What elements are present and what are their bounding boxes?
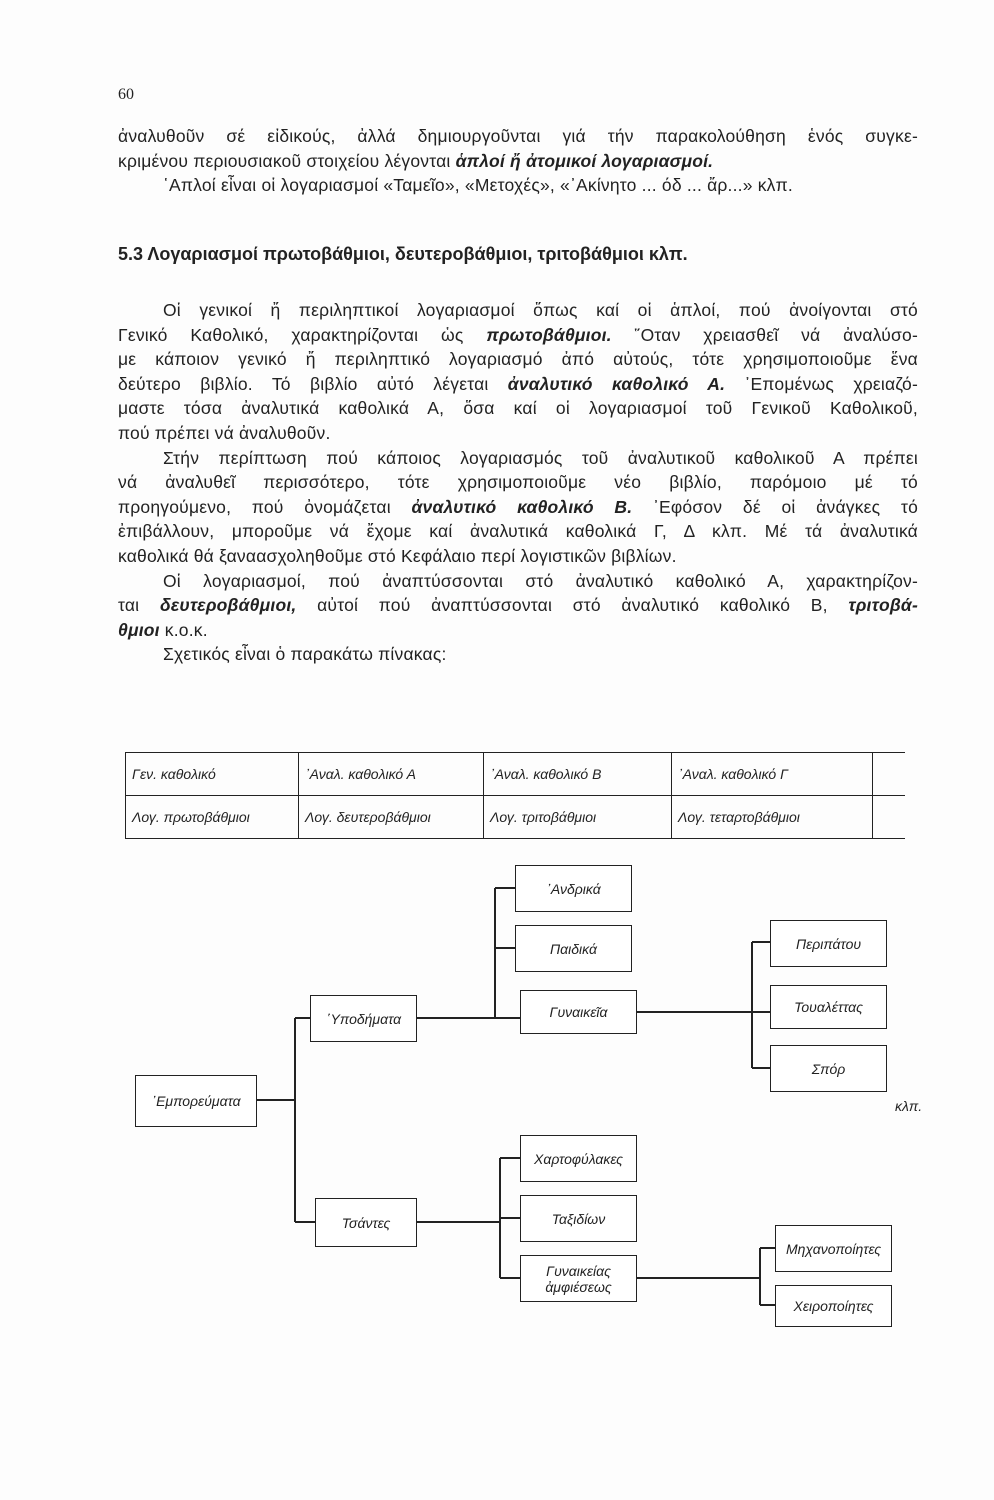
text-line: πού πρέπει νά ἀναλυθοῦν.: [118, 422, 331, 443]
emphasis: θμιοι: [118, 619, 160, 640]
table-cell: Λογ. τεταρτοβάθμιοι: [672, 796, 873, 839]
text: δεύτερο βιβλίο. Τό βιβλίο αὐτό λέγεται: [118, 373, 508, 394]
text: Γενικό Καθολικό, χαρακτηρίζονται ὡς: [118, 324, 487, 345]
text-line: ῾Απλοί εἶναι οἱ λογαριασμοί «Ταμεῖο», «Μετοχές», «᾿Ακίνητο ... όδ ... ἄρ...» κλπ.: [163, 175, 793, 196]
etc-label: κλπ.: [895, 1098, 923, 1114]
tree-node-walking: Περιπάτου: [770, 920, 887, 967]
tree-node-shoes: ῾Υποδήματα: [310, 995, 417, 1042]
tree-node-evening: Τουαλέττας: [770, 985, 887, 1029]
table-cell: Λογ. τριτοβάθμιοι: [484, 796, 672, 839]
text-line: Στήν περίπτωση πού κάποιος λογαριασμός τοῦ ἀναλυτικοῦ καθολικοῦ Α πρέπει: [163, 447, 918, 468]
tree-node-sport: Σπόρ: [770, 1045, 887, 1092]
text: κ.ο.κ.: [159, 619, 208, 640]
text-line: Οἱ λογαριασμοί, πού ἀναπτύσσονται στό ἀναλυτικό καθολικό Α, χαρακτηρίζον-: [163, 570, 918, 591]
tree-node-handmade: Χειροποίητες: [775, 1285, 892, 1327]
emphasis: ἁπλοί ἤ ἀτομικοί λογαριασμοί.: [455, 150, 714, 171]
text: ᾿Επομένως χρειαζό-: [725, 373, 918, 394]
text-line: Οἱ γενικοί ἤ περιληπτικοί λογαριασμοί ὅπως καί οἱ ἁπλοί, πού ἀνοίγονται στό: [163, 300, 918, 320]
text-line: ἀναλυθοῦν σέ εἰδικούς, ἀλλά δημιουργοῦνται γιά τήν παρακολούθηση ἑνός συγκε-: [118, 126, 918, 146]
text: ται: [118, 595, 160, 616]
page-number: 60: [118, 86, 134, 103]
table-cell: ᾿Αναλ. καθολικό Α: [299, 753, 484, 796]
table-cell: Λογ. δευτεροβάθμιοι: [299, 796, 484, 839]
table-cell: Λογ. πρωτοβάθμιοι: [126, 796, 299, 839]
tree-node-bags: Τσάντες: [315, 1198, 417, 1247]
tree-node-womens-wear: Γυναικείας ἀμφιέσεως: [520, 1255, 637, 1302]
tree-node-kids: Παιδικά: [515, 925, 632, 972]
text-line: καθολικά θά ξαναασχοληθοῦμε στό Κεφάλαιο περί λογιστικῶν βιβλίων.: [118, 545, 677, 566]
table-cell: Γεν. καθολικό: [126, 753, 299, 796]
text: ῞Οταν χρειασθεῖ νά ἀναλύσο-: [611, 324, 918, 345]
emphasis: ἀναλυτικό καθολικό Β.: [411, 496, 633, 517]
emphasis: πρωτοβάθμιοι.: [486, 324, 612, 345]
section-heading: 5.3 Λογαριασμοί πρωτοβάθμιοι, δευτεροβάθμιοι, τριτοβάθμιοι κλπ.: [118, 244, 688, 264]
text: αὐτοί πού ἀναπτύσσονται στό ἀναλυτικό καθολικό Β,: [296, 595, 849, 616]
tree-node-travel: Ταξιδίων: [520, 1195, 637, 1242]
table-cell: ᾿Αναλ. καθολικό Β: [484, 753, 672, 796]
emphasis: τριτοβά-: [848, 595, 918, 616]
tree-node-machine-made: Μηχανοποίητες: [775, 1225, 892, 1272]
text-line: ἐπιβάλλουν, μποροῦμε νά ἔχομε καί ἀναλυτικά καθολικά Γ, Δ κλπ. Μέ τά ἀναλυτικά: [118, 521, 918, 542]
text-line: με κάποιον γενικό ἤ περιληπτικό λογαριασμό ἀπό αὐτούς, τότε χρησιμοποιοῦμε ἕνα: [118, 349, 918, 370]
tree-node-womens: Γυναικεῖα: [520, 990, 637, 1034]
text-line: μαστε τόσα ἀναλυτικά καθολικά Α, ὅσα καί οἱ λογαριασμοί τοῦ Γενικοῦ Καθολικοῦ,: [118, 398, 918, 419]
text: ᾿Εφόσον δέ οἱ ἀνάγκες τό: [632, 496, 919, 517]
tree-node-mens: ᾿Ανδρικά: [515, 865, 632, 912]
text-line: Σχετικός εἶναι ὁ παρακάτω πίνακας:: [163, 644, 447, 665]
table-cell: ᾿Αναλ. καθολικό Γ: [672, 753, 873, 796]
tree-node-root: ᾿Εμπορεύματα: [135, 1075, 257, 1127]
text-line: νά ἀναλυθεῖ περισσότερο, τότε χρησιμοποιοῦμε νέο βιβλίο, παρόμοιο μέ τό: [118, 472, 918, 493]
text: κριμένου περιουσιακοῦ στοιχείου λέγονται: [118, 150, 456, 171]
emphasis: ἀναλυτικό καθολικό Α.: [507, 373, 726, 394]
text: προηγούμενο, πού ὀνομάζεται: [118, 496, 412, 517]
emphasis: δευτεροβάθμιοι,: [159, 595, 297, 616]
tree-node-briefcases: Χαρτοφύλακες: [520, 1135, 637, 1182]
